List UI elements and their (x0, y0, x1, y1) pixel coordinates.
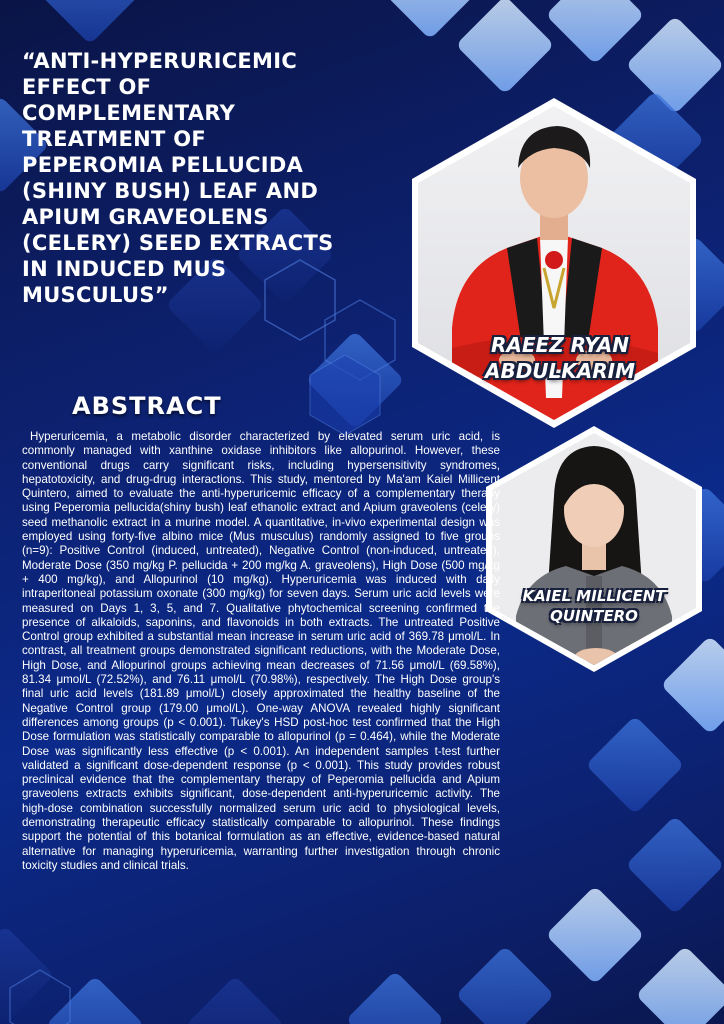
bg-hexagon (10, 970, 70, 1024)
mentor-name (494, 586, 694, 626)
presenter-name (470, 332, 650, 384)
abstract-text: Hyperuricemia, a metabolic disorder characterized by elevated serum uric acid, is commonly managed with xanthine oxidase inhibitors like allopurinol. However, these conventional drugs carry significant risks, including hypersensitivity syndromes, hepatotoxicity, and drug-drug interactions. This study, mentored by Ma'am Kaiel Millicent Quintero, aimed to evaluate the anti-hyperuricemic efficacy of a complementary therapy using Peperomia pellucida(shiny bush) leaf ethanolic extract and Apium graveolens (celery) seed methanolic extract in a murine model. A quantitative, in-vivo experimental design was employed using forty-five albino mice (Mus musculus) randomly assigned to five groups (n=9): Positive Control (induced, untreated), Negative Control (non-induced, untreated), Moderate Dose (350 mg/kg P. pellucida + 200 mg/kg A. graveolens), High Dose (500 mg/kg + 400 mg/kg), and Allopurinol (10 mg/kg). Hyperuricemia was induced with daily intraperitoneal potassium oxonate (300 mg/kg) for seven days. Serum uric acid levels were measured on Days 1, 3, 5, and 7. Qualitative phytochemical screening confirmed the presence of alkaloids, saponins, and flavonoids in both extracts. The untreated Positive Control group exhibited a substantial mean increase in serum uric acid of 369.78 μmol/L. In contrast, all treatment groups demonstrated significant reductions, with the Moderate Dose, High Dose, and Allopurinol groups achieving mean decreases of 71.56 μmol/L (69.58%), 81.34 μmol/L (72.52%), and 76.11 μmol/L (70.98%), respectively. The High Dose group's final uric acid levels (181.89 μmol/L) closely approximated the healthy baseline of the Negative Control group (179.00 μmol/L). One-way ANOVA revealed highly significant differences among groups (p < 0.001). Tukey's HSD post-hoc test confirmed that the High Dose formulation was statistically comparable to allopurinol (p = 0.464), while the Moderate Dose was significantly less effective (p < 0.001). An independent samples t-test further validated a significant dose-dependent response (p < 0.001). This study provides robust preclinical evidence that the complementary therapy of Peperomia pellucida and Apium graveolens extracts exhibits significant, dose-dependent anti-hyperuricemic activity. The high-dose combination successfully normalized serum uric acid to physiological levels, demonstrating therapeutic efficacy statistically comparable to allopurinol. These findings support the potential of this botanical formulation as an effective, evidence-based natural alternative for managing hyperuricemia, warranting further investigation through chronic toxicity studies and clinical trials. (22, 430, 500, 872)
presenter-name-last: ABDULKARIM (484, 359, 636, 383)
abstract-heading: ABSTRACT (72, 392, 222, 420)
bg-hexagon (310, 355, 380, 435)
mentor-name-last: QUINTERO (550, 607, 638, 625)
mentor-name-first: KAIEL MILLICENT (522, 587, 666, 605)
poster-title: “ANTI-HYPERURICEMIC EFFECT OF COMPLEMENTARY TREATMENT OF PEPEROMIA PELLUCIDA (SHINY BUSH) LEAF AND APIUM GRAVEOLENS (CELERY) SEED EXTRACTS IN INDUCED MUS MUSCULUS” (22, 49, 334, 307)
mentor-photo-frame (486, 426, 702, 672)
mentor-photo (486, 426, 702, 672)
presenter-name-first: RAEEZ RYAN (490, 333, 630, 357)
